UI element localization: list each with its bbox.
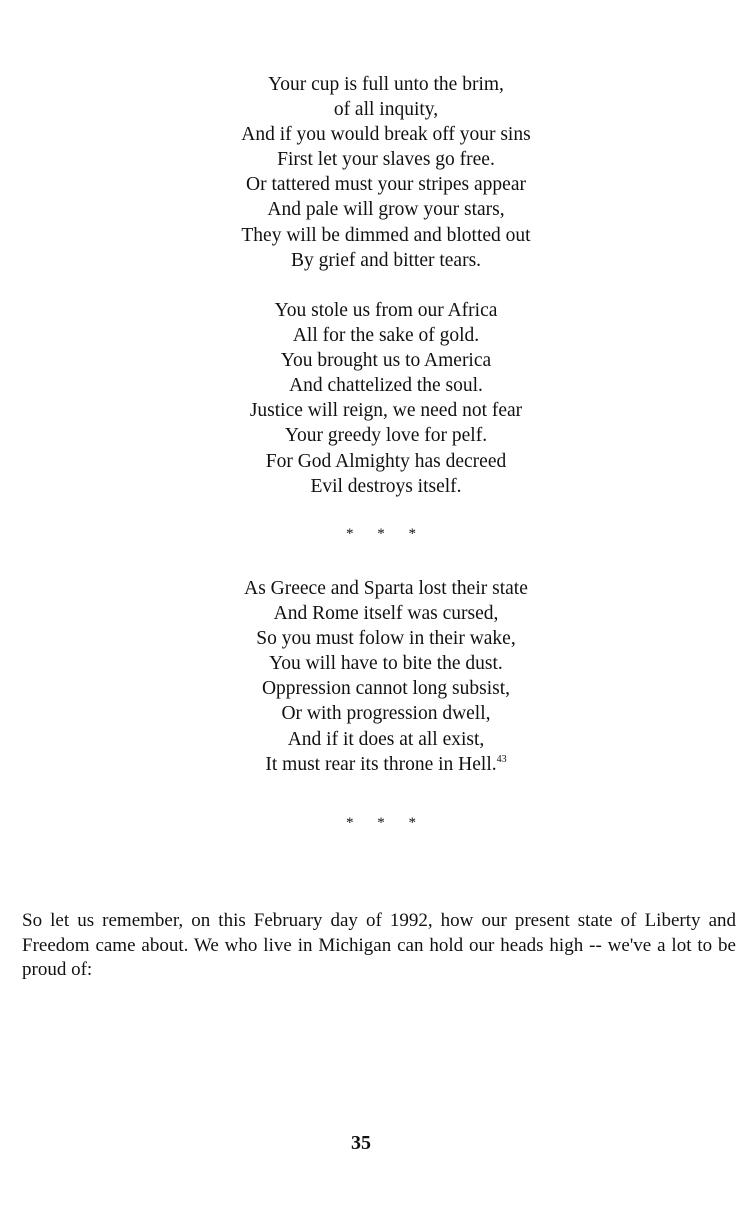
section-divider: * * * xyxy=(346,815,426,831)
poem-line: Your greedy love for pelf. xyxy=(284,425,488,447)
section-divider: * * * xyxy=(346,526,426,542)
poem-line: So you must folow in their wake, xyxy=(256,628,516,650)
poem-line: All for the sake of gold. xyxy=(292,325,480,347)
poem-line: They will be dimmed and blotted out xyxy=(241,224,531,246)
poem-line: You stole us from our Africa xyxy=(274,300,498,321)
poem-line: Evil destroys itself. xyxy=(310,475,462,497)
poem-line: And if it does at all exist, xyxy=(287,728,485,750)
poem-line: Justice will reign, we need not fear xyxy=(249,400,523,422)
poem-line: As Greece and Sparta lost their state xyxy=(244,578,528,599)
poem-line: By grief and bitter tears. xyxy=(290,249,482,271)
poem-line: of all inquity, xyxy=(333,99,439,121)
poem-line: And if you would break off your sins xyxy=(241,124,531,146)
poem-line: For God Almighty has decreed xyxy=(265,450,507,472)
poem-line: You will have to bite the dust. xyxy=(269,653,503,675)
poem-line: You brought us to America xyxy=(280,350,492,372)
poem-line-text: It must rear its throne in Hell. xyxy=(265,753,497,775)
poem-line: First let your slaves go free. xyxy=(277,149,495,171)
footnote-reference: 43 xyxy=(496,753,507,765)
poem-line: Or tattered must your stripes appear xyxy=(246,174,526,196)
poem-line: And pale will grow your stars, xyxy=(267,199,505,221)
poem-line: And chattelized the soul. xyxy=(289,375,483,397)
poem-stanza-1 xyxy=(0,72,748,273)
poem-line: Your cup is full unto the brim, xyxy=(268,74,504,95)
body-paragraph: So let us remember, on this February day of 1992, how our present state of Liberty and Freedom came about. We who live in Michigan can hold our heads high -- we've a lot to be proud of: xyxy=(22,910,736,980)
poem-final-line xyxy=(0,752,748,777)
page-number: 35 xyxy=(351,1132,371,1154)
poem-line: Or with progression dwell, xyxy=(281,703,491,725)
poem-stanza-3 xyxy=(0,576,748,777)
poem-stanza-2 xyxy=(0,298,748,499)
poem-line: And Rome itself was cursed, xyxy=(273,603,499,625)
poem-line: Oppression cannot long subsist, xyxy=(261,678,511,700)
